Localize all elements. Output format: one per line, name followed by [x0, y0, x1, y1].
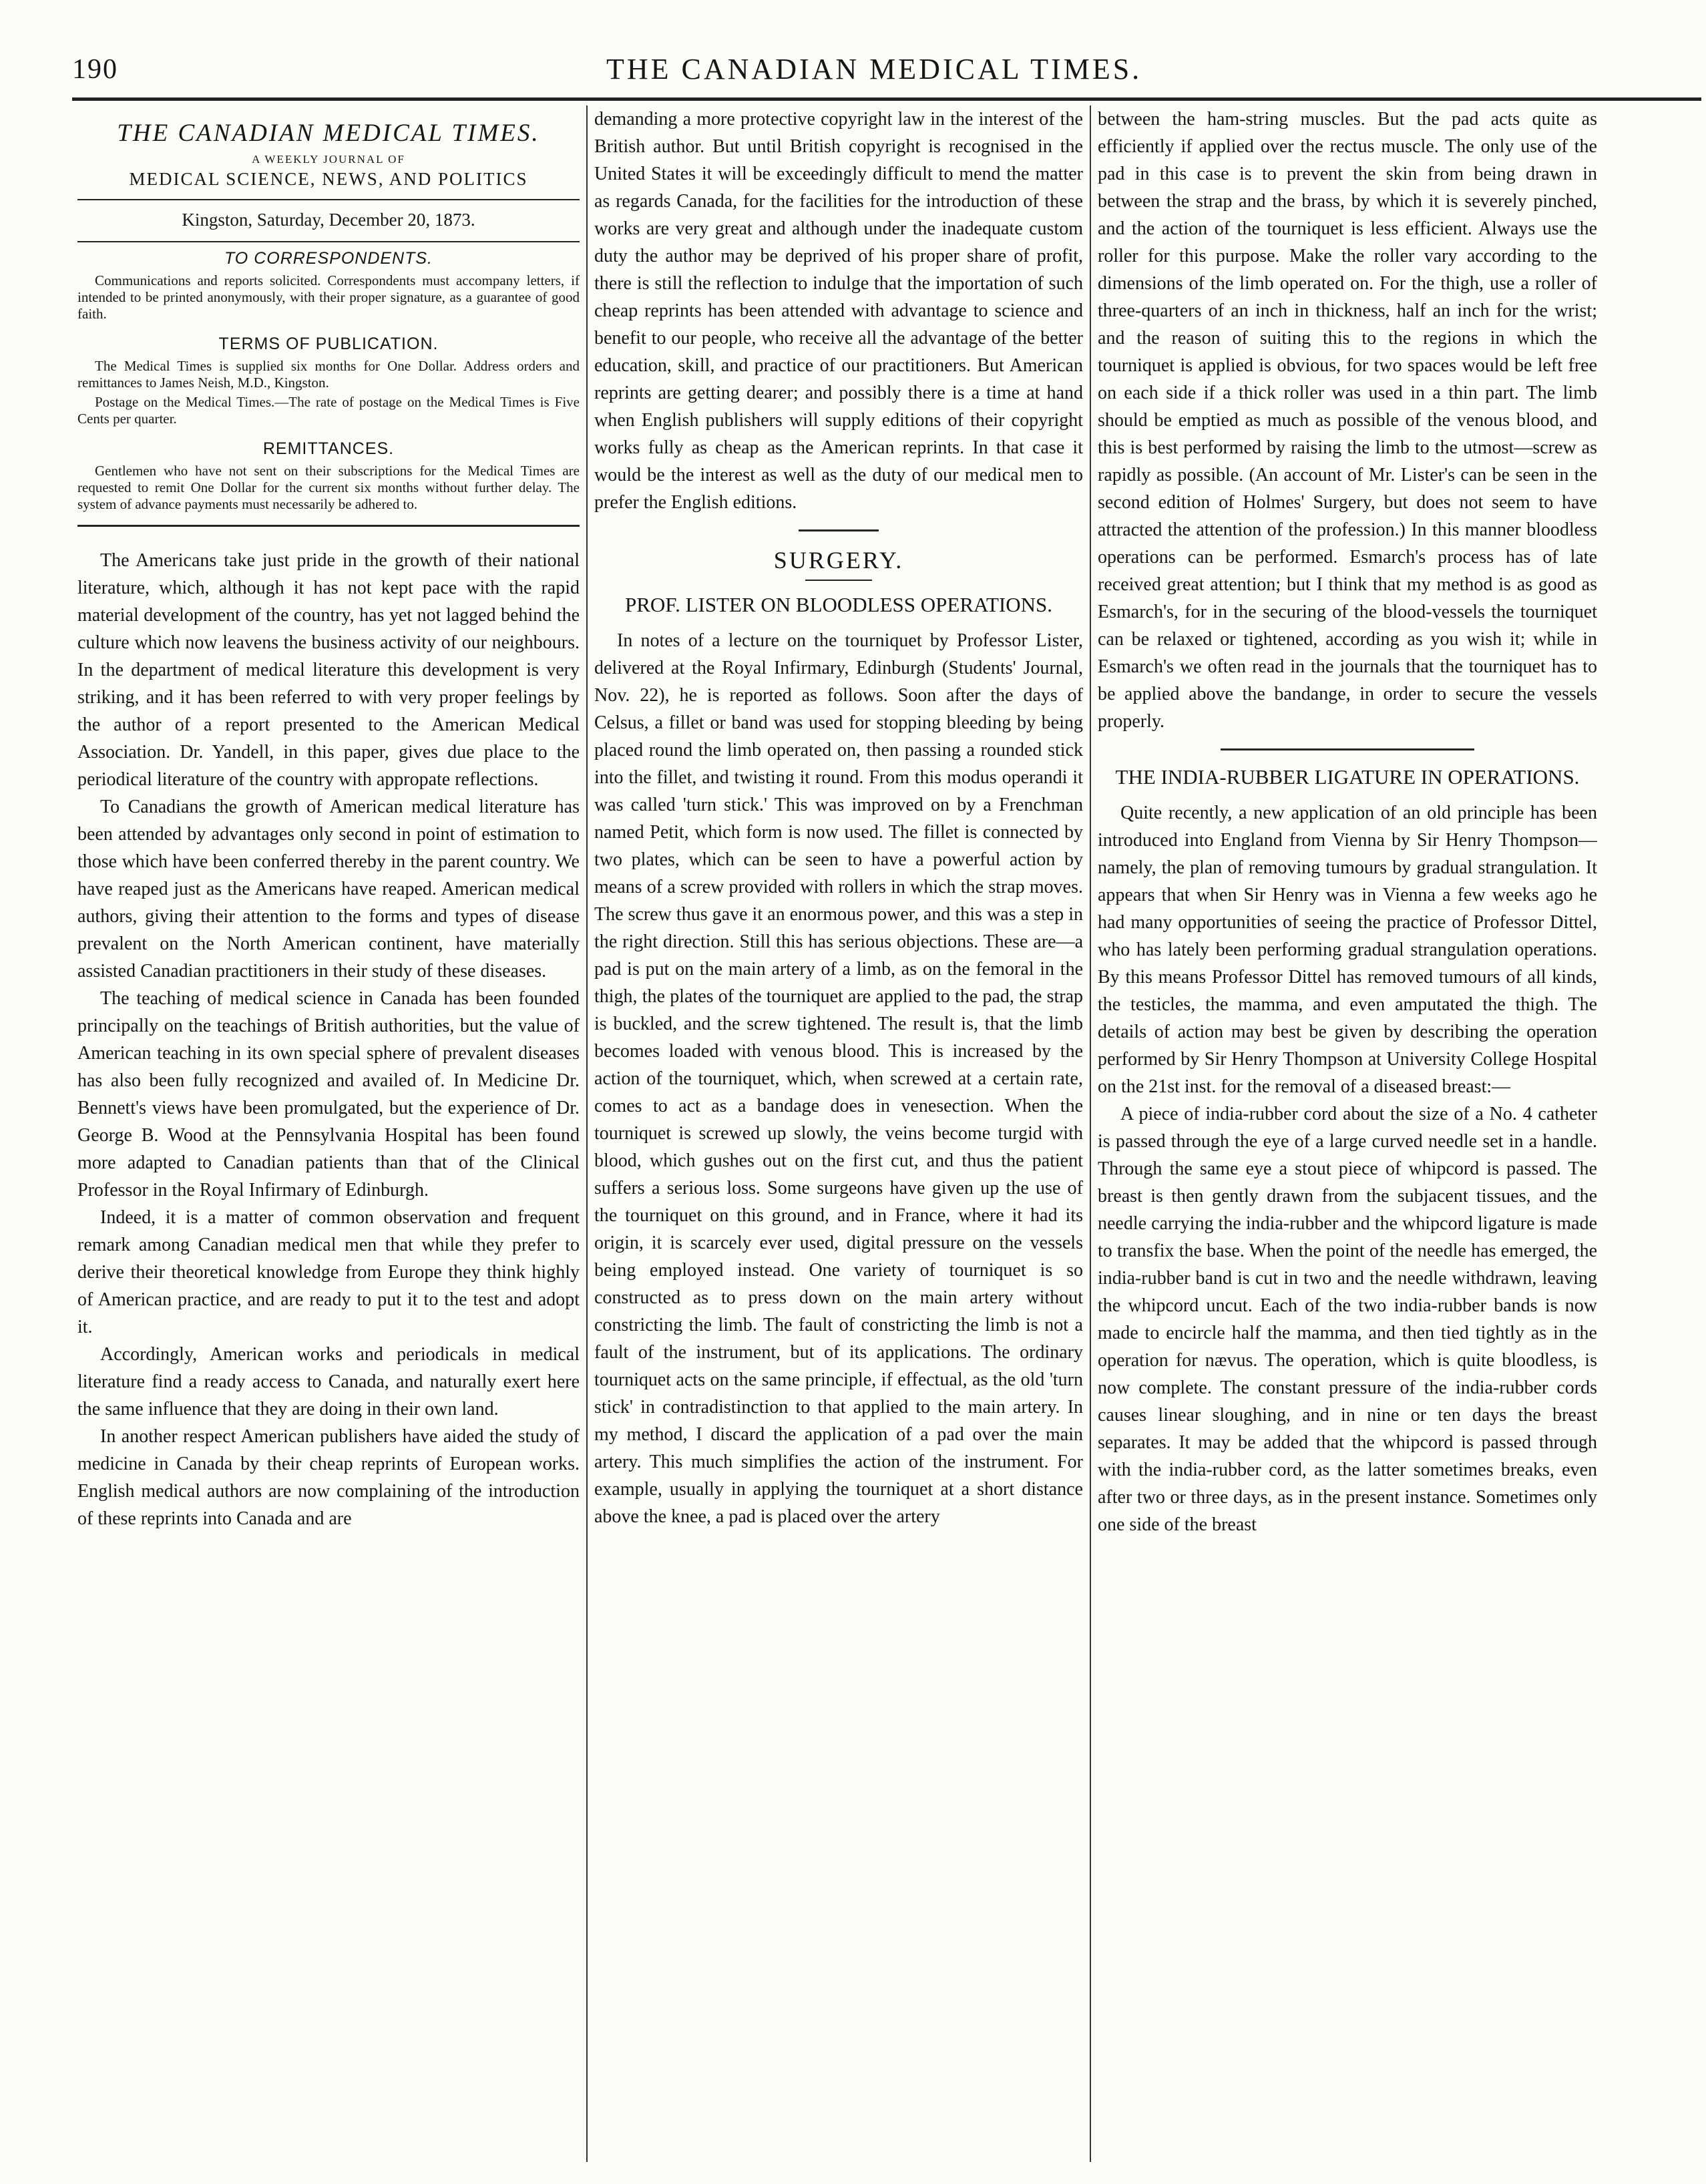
divider — [805, 580, 872, 581]
running-head: THE CANADIAN MEDICAL TIMES. — [606, 53, 1142, 85]
column-divider — [586, 105, 588, 2162]
notice-heading: TERMS OF PUBLICATION. — [218, 335, 439, 353]
notice-text: The Medical Times is supplied six months for One Dollar. Address orders and remittances to James Neish, M.D., Kingston. — [77, 358, 580, 391]
column-1 — [77, 105, 580, 2162]
editorial — [77, 547, 580, 1532]
divider — [77, 241, 580, 242]
column-2 — [594, 105, 1083, 2162]
article-continuation: between the ham-string muscles. But the pad acts quite as efficiently if applied over the rectus muscle. The only use of the pad in this case is to prevent the skin from being drawn in between the strap and the brass, by which it is severely pinched, and the action of the tourniquet is less efficient. Always use the roller for this purpose. Make the roller vary according to the dimensions of the limb operated on. For the thigh, use a roller of three-quarters of an inch in thickness, half an inch for the wrist; and the reason of suiting this to the regions in which the tourniquet is applied is obvious, for two spaces would be left free on each side if a thick roller was used in a thin part. The limb should be emptied as much as possible of the venous blood, and this is best performed by raising the limb to the utmost—screw as rapidly as possible. (An account of Mr. Lister's can be seen in the second edition of Holmes' Surgery, but does not seem to have attracted the attention of the profession.) In this manner bloodless operations can be performed. Esmarch's process has of late received great attention; but I think that my method is as good as Esmarch's, for in the securing of the blood-vessels the tourniquet can be relaxed or tightened, according as you wish it; while in Esmarch's we often read in the journals that the tourniquet has to be applied above the bandange, in order to secure the vessels properly. — [1098, 109, 1597, 732]
page-header — [72, 44, 1701, 96]
masthead-subtitle: A WEEKLY JOURNAL OF — [252, 153, 405, 166]
notice-terms — [77, 335, 580, 427]
article-title-lister: PROF. LISTER ON BLOODLESS OPERATIONS. — [625, 593, 1052, 616]
notice-heading: TO CORRESPONDENTS. — [224, 249, 433, 268]
dateline: Kingston, Saturday, December 20, 1873. — [182, 210, 475, 230]
editorial-paragraph: The Americans take just pride in the growth of their national literature, which, although it has not kept pace with the rapid material development of the country, has yet not lagged behind the culture which now leavens the business activity of our neighbours. In the department of medical literature this development is very striking, and it has been referred to with very proper feelings by the author of a report presented to the American Medical Association. Dr. Yandell, in this paper, gives due place to the periodical literature of the country with appropate reflections. — [77, 550, 580, 790]
notice-heading: REMITTANCES. — [262, 439, 395, 458]
page-number: 190 — [72, 54, 118, 85]
notice-text: Communications and reports solicited. Correspondents must accompany letters, if intended to be printed anonymously, with their proper signature, as a guarantee of good faith. — [77, 272, 580, 322]
divider — [77, 199, 580, 200]
editorial-paragraph: To Canadians the growth of American medical literature has been attended by advantages only second in point of estimation to those which have been conferred thereby in the parent country. We have reaped just as the Americans have reaped. American medical authors, giving their attention to the forms and types of disease prevalent on the North American continent, have materially assisted Canadian practitioners in their study of these diseases. — [77, 797, 580, 981]
editorial-paragraph: Accordingly, American works and periodicals in medical literature find a ready access to Canada, and naturally exert here the same influence that they are doing in their own land. — [77, 1344, 580, 1419]
editorial-continuation: demanding a more protective copyright law in the interest of the British author. But until British copyright is recognised in the United States it will be exceedingly difficult to mend the matter as regards Canada, for the facilities for the introduction of these works are very great and although under the inadequate custom duty the author may be deprived of his proper share of profit, there is still the reflection to indulge that the importation of such cheap reprints has been attended with advantage to science and benefit to our people, who receive all the advantage of the better education, skill, and practice of our practitioners. But American reprints are getting dearer; and possibly there is a time at hand when English publishers will supply editions of their copyright works fully as cheap as the American reprints. In that case it would be the interest as well as the duty of our medical men to prefer the English editions. — [594, 109, 1083, 513]
divider — [1221, 748, 1474, 750]
editorial-paragraph: The teaching of medical science in Canada has been founded principally on the teachings of British authorities, but the value of American teaching in its own special sphere of prevalent diseases has also been fully recognized and availed of. In Medicine Dr. Bennett's views have been promulgated, but the experience of Dr. George B. Wood at the Pennsylvania Hospital has been found more adapted to Canadian patients than that of the Clinical Professor in the Royal Infirmary of Edinburgh. — [77, 988, 580, 1200]
article-paragraph: In notes of a lecture on the tourniquet by Professor Lister, delivered at the Royal Infirmary, Edinburgh (Students' Journal, Nov. 22), he is reported as follows. Soon after the days of Celsus, a fillet or band was used for stopping bleeding by being placed round the limb operated on, then passing a rounded stick into the fillet, and twisting it round. From this modus operandi it was called 'turn stick.' This was improved on by a Frenchman named Petit, which form is now used. The fillet is connected by two plates, which can be seen to have a powerful action by means of a screw provided with rollers in which the strap moves. The screw thus gave it an enormous power, and this was a step in the right direction. Still this has serious objections. These are—a pad is put on the main artery of a limb, as on the femoral in the thigh, the plates of the tourniquet are applied to the pad, the strap is buckled, and the screw tightened. The result is, that the limb becomes loaded with venous blood. This is increased by the action of the tourniquet, which, when screwed at a certain rate, comes to act as a bandage does in venesection. When the tourniquet is screwed up slowly, the veins become turgid with blood, which gushes out on the first cut, and thus the patient suffers a serious loss. Some surgeons have given up the use of the tourniquet on this ground, and in France, where it had its origin, it is scarcely ever used, digital pressure on the vessels being employed instead. One variety of tourniquet is so constructed as to press down on the main artery without constricting the limb. The fault of constricting the limb is not a fault of the instrument, but of its applications. The ordinary tourniquet acts on the same principle, if effectual, as the old 'turn stick' in contradistinction to that applied to the main artery. In my method, I discard the application of a pad over the main artery. This much simplifies the action of the instrument. For example, usually in applying the tourniquet at a short distance above the knee, a pad is placed over the artery — [594, 630, 1083, 1527]
masthead-title: THE CANADIAN MEDICAL TIMES. — [117, 120, 540, 147]
editorial-paragraph: In another respect American publishers have aided the study of medicine in Canada by their cheap reprints of European works. English medical authors are now complaining of the introduction of these reprints into Canada and are — [77, 1426, 580, 1529]
notice-text: Postage on the Medical Times.—The rate of postage on the Medical Times is Five Cents per quarter. — [77, 394, 580, 427]
article-title-india-rubber: THE INDIA-RUBBER LIGATURE IN OPERATIONS. — [1115, 765, 1580, 789]
header-rule — [72, 97, 1701, 101]
editorial-paragraph: Indeed, it is a matter of common observation and frequent remark among Canadian medical men that while they prefer to derive their theoretical knowledge from Europe they think highly of American practice, and are ready to put it to the test and adopt it. — [77, 1207, 580, 1337]
article-paragraph: A piece of india-rubber cord about the size of a No. 4 catheter is passed through the eye of a large curved needle set in a handle. Through the same eye a stout piece of whipcord is passed. The breast is then gently drawn from the subjacent tissues, and the needle carrying the india-rubber and the whipcord ligature is made to transfix the base. When the point of the needle has emerged, the india-rubber band is cut in two and the needle withdrawn, leaving the whipcord uncut. Each of the two india-rubber bands is now made to encircle half the mamma, and then tied tightly as in the operation for nævus. The operation, which is quite bloodless, is now complete. The constant pressure of the india-rubber cords causes linear sloughing, and in nine or ten days the breast separates. It may be added that the whipcord is passed through with the india-rubber cord, as the latter sometimes breaks, even after two or three days, as in the present instance. Sometimes only one side of the breast — [1098, 1104, 1597, 1535]
notice-correspondents — [77, 249, 580, 322]
column-divider — [1090, 105, 1091, 2162]
article-paragraph: Quite recently, a new application of an old principle has been introduced into England from Vienna by Sir Henry Thompson—namely, the plan of removing tumours by gradual strangulation. It appears that when Sir Henry was in Vienna a few weeks ago he had many opportunities of seeing the practice of Professor Dittel, who has lately been performing gradual strangulation operations. By this means Professor Dittel has removed tumours of all kinds, the testicles, the mamma, and even amputated the thigh. The details of action may best be given by describing the operation performed by Sir Henry Thompson at University College Hospital on the 21st inst. for the removal of a diseased breast:— — [1098, 803, 1597, 1097]
divider — [799, 529, 879, 531]
masthead-subtitle-2: MEDICAL SCIENCE, NEWS, AND POLITICS — [129, 169, 528, 189]
section-heading-surgery: SURGERY. — [773, 547, 904, 574]
divider — [77, 525, 580, 527]
column-3 — [1098, 105, 1597, 2162]
notice-remittances — [77, 439, 580, 513]
notice-text: Gentlemen who have not sent on their subscriptions for the Medical Times are requested to remit One Dollar for the current six months without further delay. The system of advance payments must necessarily be adhered to. — [77, 463, 580, 512]
